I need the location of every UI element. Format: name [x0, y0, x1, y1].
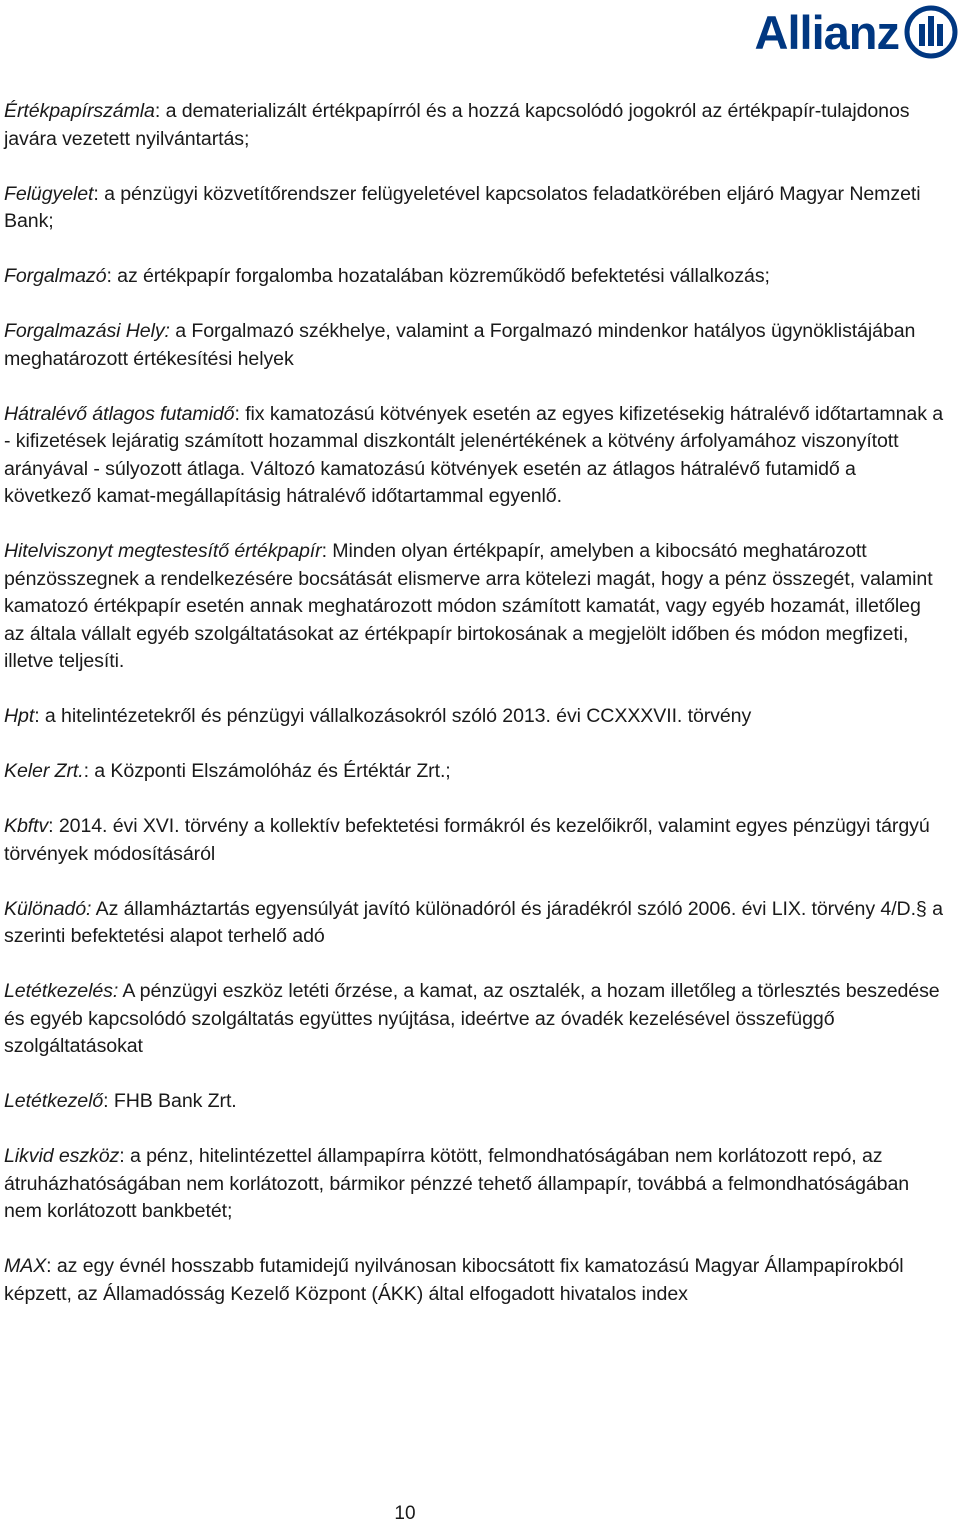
glossary-definition: a pénzügyi közvetítőrendszer felügyeletével kapcsolatos feladatkörében eljáró Magyar Nemzeti Bank;: [4, 182, 921, 232]
glossary-term: Különadó:: [4, 897, 92, 920]
glossary-entry: [4, 538, 944, 676]
page-number: 10: [394, 1503, 416, 1524]
glossary-entry: [4, 1253, 944, 1308]
glossary-entry: [4, 318, 944, 373]
glossary: [4, 98, 944, 1336]
glossary-entry: [4, 703, 944, 731]
glossary-term: MAX: [4, 1255, 47, 1277]
glossary-term: Felügyelet: [4, 182, 94, 205]
glossary-definition: a pénz, hitelintézettel állampapírra kötött, felmondhatóságában nem korlátozott repó, az átruházhatóságában nem korlátozott, bármikor pénzzé tehető állampapír, továbbá a felmondhatóságában nem korlátozott bankbetét;: [4, 1145, 910, 1222]
glossary-entry: [4, 263, 944, 291]
glossary-term: Értékpapírszámla: [4, 100, 155, 122]
glossary-entry: [4, 978, 944, 1061]
glossary-definition: a Forgalmazó székhelye, valamint a Forgalmazó mindenkor hatályos ügynöklistájában meghatározott értékesítési helyek: [4, 320, 916, 370]
glossary-definition: a hitelintézetekről és pénzügyi vállalkozásokról szóló 2013. évi CCXXXVII. törvény: [39, 705, 752, 727]
glossary-term: Hitelviszonyt megtestesítő értékpapír: [4, 540, 322, 562]
term-separator: :: [93, 182, 99, 205]
glossary-entry: [4, 813, 944, 868]
glossary-entry: [4, 98, 944, 153]
glossary-term: Letétkezelés:: [4, 980, 119, 1002]
glossary-entry: [4, 1088, 944, 1116]
glossary-definition: Az államháztartás egyensúlyát javító különadóról és járadékról szóló 2006. évi LIX. törvény 4/D.§ a szerinti befektetési alapot terhelő adó: [4, 897, 943, 947]
glossary-entry: [4, 181, 944, 236]
term-separator: :: [119, 1145, 125, 1167]
glossary-entry: [4, 896, 944, 951]
glossary-term: Likvid eszköz: [4, 1145, 120, 1167]
term-separator: :: [106, 265, 112, 287]
glossary-term: Forgalmazó: [4, 265, 107, 287]
term-separator: :: [321, 540, 327, 562]
glossary-term: Letétkezelő: [4, 1090, 104, 1112]
glossary-definition: FHB Bank Zrt.: [108, 1090, 237, 1112]
term-separator: :: [234, 402, 240, 425]
glossary-term: Keler Zrt.: [4, 760, 84, 782]
glossary-definition: a dematerializált értékpapírról és a hozzá kapcsolódó jogokról az értékpapír-tulajdonos javára vezetett nyilvántartás;: [4, 100, 910, 150]
glossary-definition: Minden olyan értékpapír, amelyben a kibocsátó meghatározott pénzösszegnek a rendelkezésére bocsátását elismerve arra kötelezi magát, hogy a pénz összegét, valamint kamatozó értékpapír esetén annak meghatározott módon számított kamatát, vagy egyéb hozamát, illetőleg az általa vállalt egyéb szolgáltatásokat az értékpapír birtokosának a megjelölt időben és módon megfizeti, illetve teljesíti.: [4, 540, 933, 672]
glossary-definition: a Központi Elszámolóház és Értéktár Zrt.;: [88, 760, 451, 782]
logo-text: Allianz: [754, 5, 899, 59]
glossary-definition: 2014. évi XVI. törvény a kollektív befektetési formákról és kezelőikről, valamint egyes pénzügyi tárgyú törvények módosításáról: [4, 815, 930, 865]
term-separator: :: [34, 705, 40, 727]
glossary-definition: A pénzügyi eszköz letéti őrzése, a kamat, az osztalék, a hozam illetőleg a törlesztés beszedése és egyéb kapcsolódó szolgáltatás együttes nyújtása, ideértve az óvadék kezelésével összefüggő szolgáltatásokat: [4, 980, 940, 1057]
glossary-term: Forgalmazási Hely:: [4, 320, 170, 342]
allianz-eagle-icon: [904, 5, 958, 59]
glossary-term: Kbftv: [4, 815, 49, 837]
glossary-term: Hátralévő átlagos futamidő: [4, 402, 235, 425]
glossary-definition: fix kamatozású kötvények esetén az egyes kifizetésekig hátralévő időtartamnak a - kifizetések lejáratig számított hozammal diszkontált jelenértékének a kötvény árfolyamához viszonyított arányával - súlyozott átlaga. Változó kamatozású kötvények esetén az átlagos hátralévő futamidő a következő kamat-megállapításig hátralévő időtartammal egyenlő.: [4, 402, 944, 507]
term-separator: :: [83, 760, 89, 782]
glossary-term: Hpt: [4, 705, 35, 727]
glossary-entry: [4, 1143, 944, 1226]
glossary-entry: [4, 758, 944, 786]
term-separator: :: [103, 1090, 109, 1112]
glossary-definition: az egy évnél hosszabb futamidejű nyilvánosan kibocsátott fix kamatozású Magyar Állampapírokból képzett, az Államadósság Kezelő Központ (ÁKK) által elfogadott hivatalos index: [4, 1255, 904, 1305]
glossary-entry: [4, 401, 944, 511]
term-separator: :: [154, 100, 161, 122]
glossary-definition: az értékpapír forgalomba hozatalában közreműködő befektetési vállalkozás;: [111, 265, 770, 287]
allianz-logo: [755, 4, 958, 60]
term-separator: :: [48, 815, 54, 837]
term-separator: :: [46, 1255, 52, 1277]
